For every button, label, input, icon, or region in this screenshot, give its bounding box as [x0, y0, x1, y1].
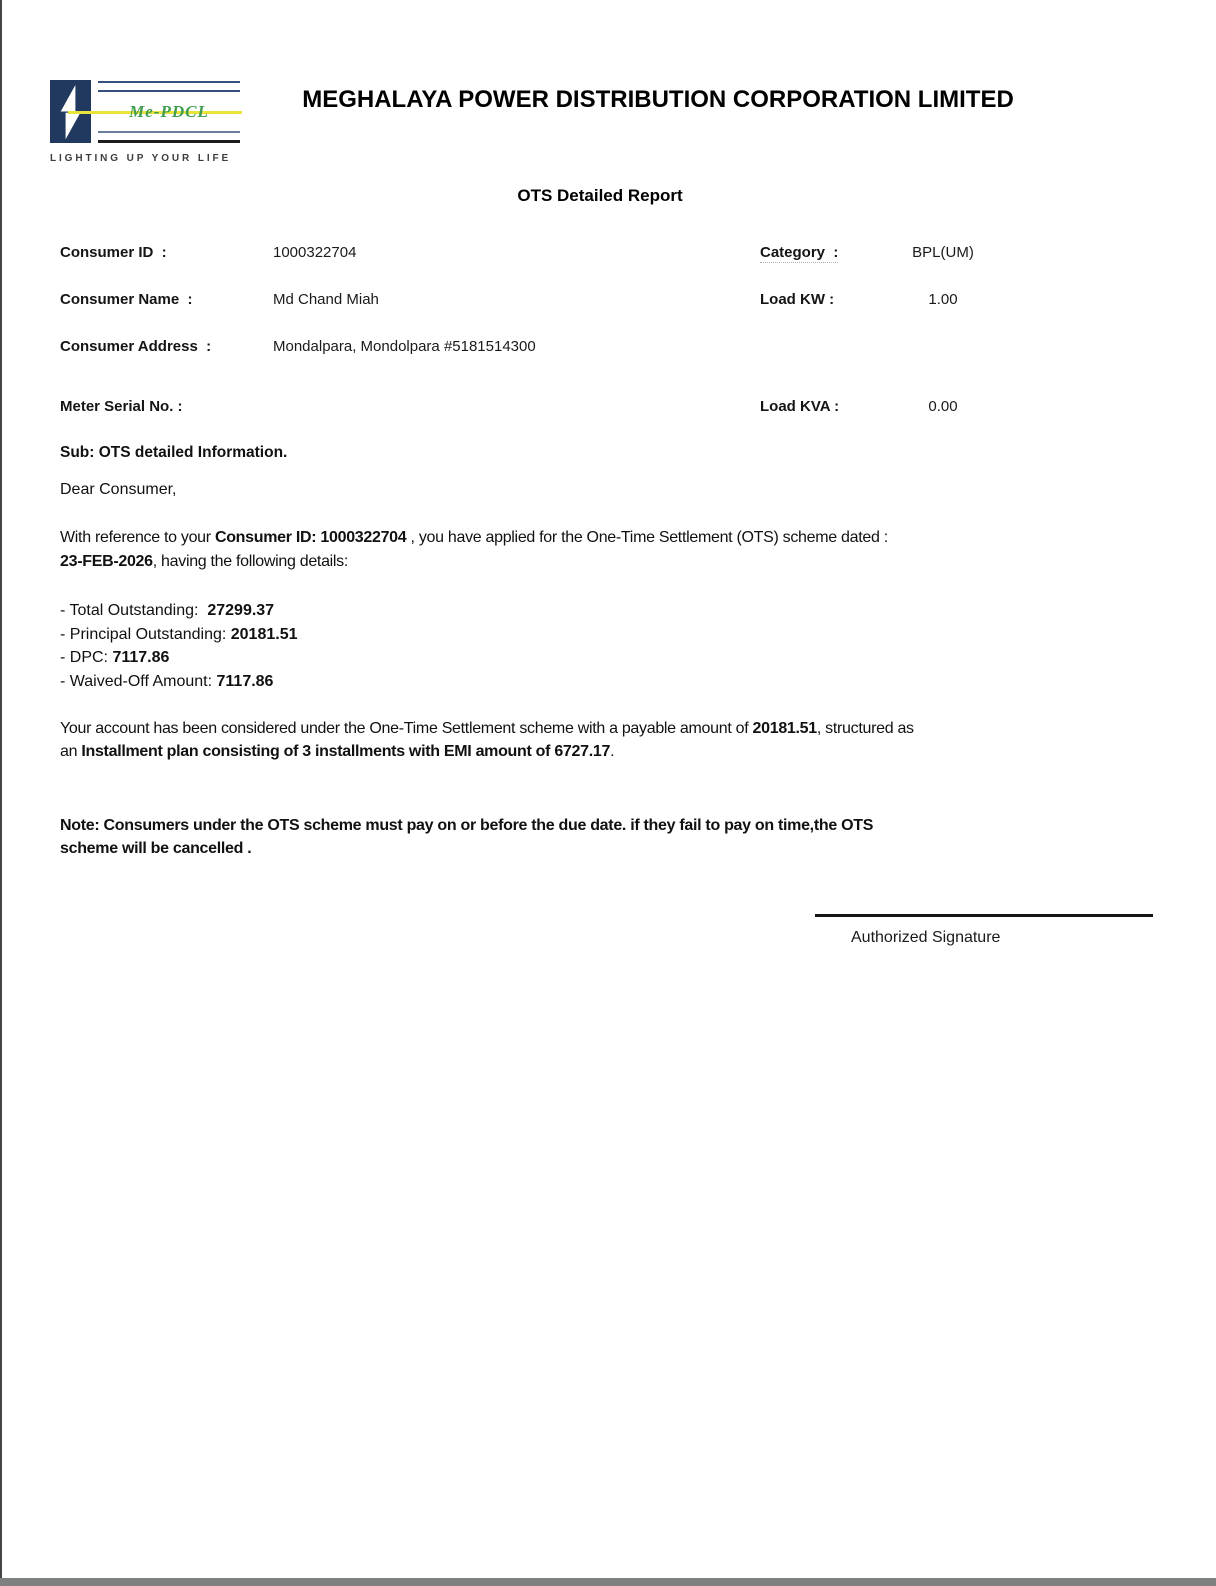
- detail-row-consumer-name: [60, 289, 1216, 310]
- report-header: [50, 80, 1076, 164]
- detail-row-consumer-address: [60, 336, 1216, 357]
- reference-paragraph-line2: 23-FEB-2026, having the following details:: [60, 552, 349, 570]
- settlement-paragraph-line2: an Installment plan consisting of 3 installments with EMI amount of 6727.17.: [60, 743, 615, 761]
- amount-value: 20181.51: [230, 625, 298, 643]
- amount-value: 7117.86: [112, 649, 170, 667]
- note-paragraph: [60, 814, 1160, 861]
- logo-line-bottom-1: [98, 131, 240, 133]
- mepdcl-logo-icon: [50, 80, 91, 148]
- amount-line-dpc: [60, 646, 1160, 670]
- consumer-name-value: Md Chand Miah: [273, 291, 379, 308]
- consumer-id-label: Consumer ID :: [60, 244, 167, 261]
- signature-block: [815, 914, 1153, 947]
- amount-value: 27299.37: [207, 602, 275, 619]
- logo-line-bottom-2: [98, 140, 240, 143]
- salutation: Dear Consumer,: [60, 481, 177, 498]
- note-line2: scheme will be cancelled .: [60, 840, 252, 858]
- page-bottom-bar: [0, 1578, 1216, 1586]
- reference-paragraph-line1: With reference to your Consumer ID: 1000322704 , you have applied for the One-Time Settlement (OTS) scheme dated :: [60, 529, 888, 546]
- amount-line-principal-outstanding: [60, 623, 1160, 647]
- settlement-paragraph: [60, 717, 1160, 764]
- category-label: Category :: [760, 244, 839, 261]
- consumer-name-label: Consumer Name :: [60, 291, 193, 308]
- mepdcl-logo: [50, 80, 240, 164]
- consumer-details: [60, 242, 1216, 417]
- logo-ruled-lines: [98, 80, 240, 143]
- consumer-id-value: 1000322704: [273, 244, 357, 261]
- signature-label: Authorized Signature: [851, 928, 1001, 946]
- logo-tagline: LIGHTING UP YOUR LIFE: [50, 153, 232, 164]
- consumer-address-label: Consumer Address :: [60, 338, 212, 355]
- meter-serial-value: [273, 396, 760, 417]
- report-subtitle: OTS Detailed Report: [517, 186, 683, 205]
- logo-line-top-2: [98, 90, 240, 92]
- logo-line-top-1: [98, 81, 240, 83]
- amount-value: 7117.86: [216, 673, 274, 691]
- amount-label: - Waived-Off Amount:: [60, 673, 217, 691]
- detail-row-consumer-id: [60, 242, 1216, 263]
- logo-brand-text: Me-PDCL: [129, 101, 209, 121]
- category-value: BPL(UM): [912, 244, 974, 261]
- letter-body: [60, 442, 1160, 861]
- amount-line-waived-off: [60, 670, 1160, 694]
- amount-label: - DPC:: [60, 649, 113, 667]
- consumer-address-value: Mondalpara, Mondolpara #5181514300: [273, 338, 536, 355]
- subject-line: Sub: OTS detailed Information.: [60, 444, 288, 461]
- company-title: MEGHALAYA POWER DISTRIBUTION CORPORATION LIMITED: [302, 86, 1014, 113]
- settlement-paragraph-line1: Your account has been considered under the One-Time Settlement scheme with a payable amount of 20181.51, structured as: [60, 719, 914, 737]
- note-line1: Note: Consumers under the OTS scheme must pay on or before the due date. if they fail to pay on time,the OTS: [60, 816, 874, 834]
- meter-serial-label: Meter Serial No. :: [60, 398, 183, 415]
- load-kw-value: 1.00: [928, 291, 958, 308]
- amount-label: - Total Outstanding:: [60, 602, 208, 619]
- amount-label: - Principal Outstanding:: [60, 625, 231, 643]
- detail-row-meter-serial: [60, 396, 1216, 417]
- reference-paragraph: [60, 526, 1160, 573]
- load-kw-label: Load KW :: [760, 291, 835, 308]
- amounts-list: [60, 599, 1160, 694]
- load-kva-value: 0.00: [928, 398, 958, 415]
- signature-line: [815, 914, 1153, 917]
- amount-line-total-outstanding: [60, 599, 1160, 623]
- load-kva-label: Load KVA :: [760, 398, 840, 415]
